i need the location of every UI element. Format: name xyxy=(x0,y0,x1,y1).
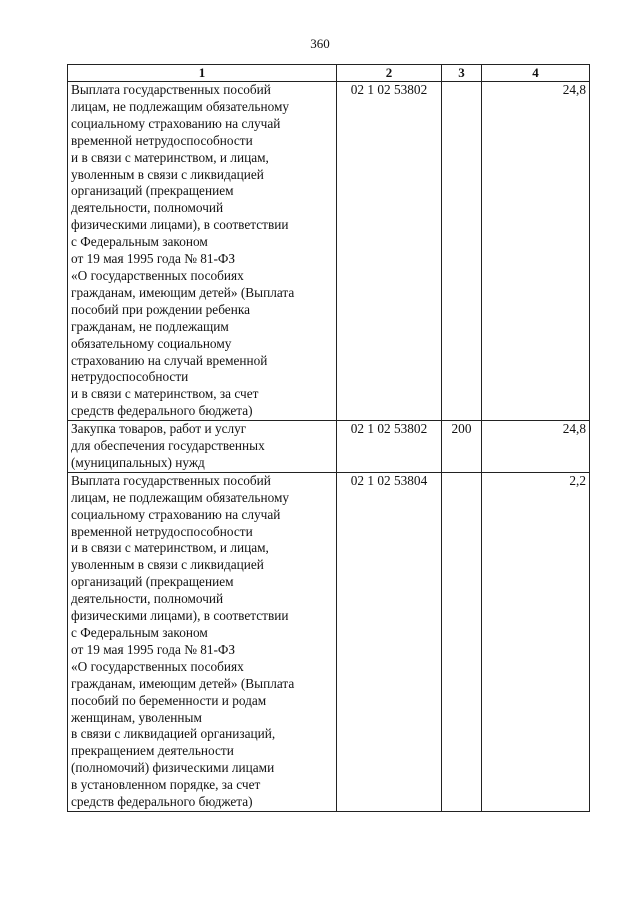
row-expense-type xyxy=(442,472,482,811)
row-name: Закупка товаров, работ и услуг для обеспечения государственных (муниципальных) нужд xyxy=(68,421,337,473)
table-row xyxy=(68,82,590,421)
table-header xyxy=(68,65,590,82)
header-col-3: 3 xyxy=(442,65,482,82)
row-expense-type: 200 xyxy=(442,421,482,473)
row-amount: 24,8 xyxy=(482,82,590,421)
table-row xyxy=(68,421,590,473)
page-number: 360 xyxy=(310,36,330,51)
row-code: 02 1 02 53804 xyxy=(337,472,442,811)
row-code: 02 1 02 53802 xyxy=(337,421,442,473)
row-name: Выплата государственных пособий лицам, не подлежащим обязательному социальному страхованию на случай временной нетрудоспособности и в связи с материнством, и лицам, уволенным в связи с ликвидацией организаций (прекращением деятельности, полномочий физическими лицами), в соответствии с Федеральным законом от 19 мая 1995 года № 81-ФЗ «О государственных пособиях гражданам, имеющим детей» (Выплата пособий по беременности и родам женщинам, уволенным в связи с ликвидацией организаций, прекращением деятельности (полномочий) физическими лицами в установленном порядке, за счет средств федерального бюджета) xyxy=(68,472,337,811)
table-row xyxy=(68,472,590,811)
row-amount: 24,8 xyxy=(482,421,590,473)
row-amount: 2,2 xyxy=(482,472,590,811)
row-code: 02 1 02 53802 xyxy=(337,82,442,421)
budget-table xyxy=(67,64,590,812)
row-expense-type xyxy=(442,82,482,421)
header-col-1: 1 xyxy=(68,65,337,82)
row-name: Выплата государственных пособий лицам, не подлежащим обязательному социальному страхованию на случай временной нетрудоспособности и в связи с материнством, и лицам, уволенным в связи с ликвидацией организаций (прекращением деятельности, полномочий физическими лицами), в соответствии с Федеральным законом от 19 мая 1995 года № 81-ФЗ «О государственных пособиях гражданам, имеющим детей» (Выплата пособий при рождении ребенка гражданам, не подлежащим обязательному социальному страхованию на случай временной нетрудоспособности и в связи с материнством, за счет средств федерального бюджета) xyxy=(68,82,337,421)
header-col-2: 2 xyxy=(337,65,442,82)
header-row xyxy=(68,65,590,82)
table-body xyxy=(68,82,590,812)
header-col-4: 4 xyxy=(482,65,590,82)
